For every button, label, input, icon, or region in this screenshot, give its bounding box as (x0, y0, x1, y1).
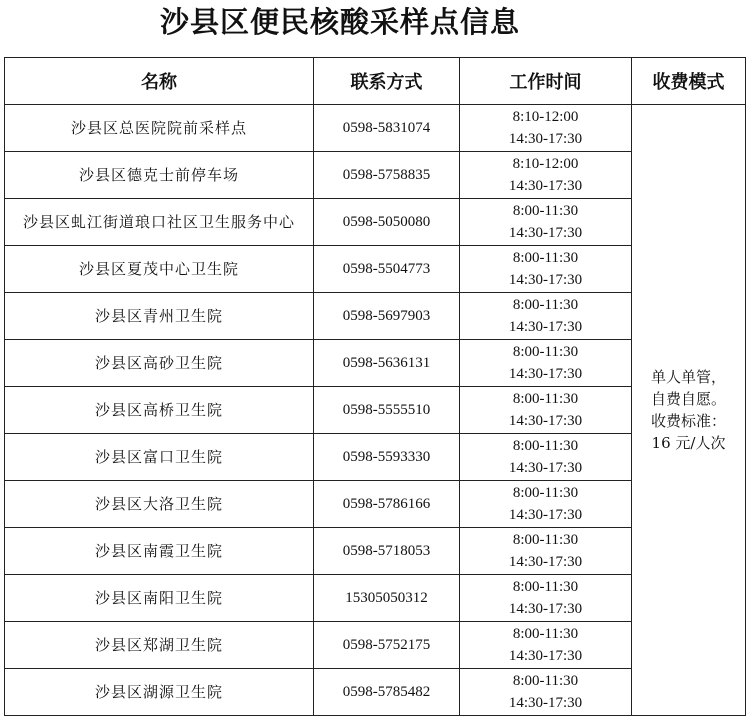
site-name-cell: 沙县区青州卫生院 (5, 293, 314, 340)
hours-cell (460, 575, 632, 622)
morning-hours: 8:00-11:30 (512, 250, 579, 266)
afternoon-hours: 14:30-17:30 (508, 225, 583, 241)
table-row (5, 105, 746, 152)
afternoon-hours: 14:30-17:30 (508, 319, 583, 335)
phone-cell: 15305050312 (314, 575, 460, 622)
site-name-cell: 沙县区湖源卫生院 (5, 669, 314, 716)
site-name-cell: 沙县区虬江街道琅口社区卫生服务中心 (5, 199, 314, 246)
hours-cell (460, 669, 632, 716)
site-name-cell: 沙县区夏茂中心卫生院 (5, 246, 314, 293)
fee-mode-cell (632, 105, 746, 716)
phone-cell: 0598-5636131 (314, 340, 460, 387)
phone-cell: 0598-5785482 (314, 669, 460, 716)
morning-hours: 8:00-11:30 (512, 532, 579, 548)
fee-text-line2: 自费自愿。 (650, 390, 726, 408)
site-name-cell: 沙县区富口卫生院 (5, 434, 314, 481)
sampling-sites-table (4, 57, 746, 716)
phone-cell: 0598-5697903 (314, 293, 460, 340)
morning-hours: 8:00-11:30 (512, 673, 579, 689)
hours-cell (460, 105, 632, 152)
hours-cell (460, 246, 632, 293)
phone-cell: 0598-5786166 (314, 481, 460, 528)
site-name-cell: 沙县区高砂卫生院 (5, 340, 314, 387)
phone-cell: 0598-5718053 (314, 528, 460, 575)
hours-cell (460, 387, 632, 434)
hours-cell (460, 340, 632, 387)
phone-cell: 0598-5555510 (314, 387, 460, 434)
site-name-cell: 沙县区德克士前停车场 (5, 152, 314, 199)
morning-hours: 8:00-11:30 (512, 391, 579, 407)
afternoon-hours: 14:30-17:30 (508, 178, 583, 194)
afternoon-hours: 14:30-17:30 (508, 507, 583, 523)
afternoon-hours: 14:30-17:30 (508, 460, 583, 476)
site-name-cell: 沙县区总医院院前采样点 (5, 105, 314, 152)
fee-text-line4: 16 元/人次 (651, 434, 726, 452)
morning-hours: 8:00-11:30 (512, 438, 579, 454)
hours-cell (460, 481, 632, 528)
phone-cell: 0598-5504773 (314, 246, 460, 293)
afternoon-hours: 14:30-17:30 (508, 554, 583, 570)
hours-cell (460, 622, 632, 669)
column-header-hours: 工作时间 (460, 58, 632, 105)
phone-cell: 0598-5593330 (314, 434, 460, 481)
fee-text-line1: 单人单管， (650, 368, 726, 386)
site-name-cell: 沙县区高桥卫生院 (5, 387, 314, 434)
hours-cell (460, 434, 632, 481)
afternoon-hours: 14:30-17:30 (508, 272, 583, 288)
column-header-fee-mode: 收费模式 (632, 58, 746, 105)
afternoon-hours: 14:30-17:30 (508, 366, 583, 382)
table-header-row (5, 58, 746, 105)
phone-cell: 0598-5752175 (314, 622, 460, 669)
hours-cell (460, 293, 632, 340)
morning-hours: 8:00-11:30 (512, 344, 579, 360)
fee-text-line3: 收费标准： (650, 412, 726, 430)
site-name-cell: 沙县区大洛卫生院 (5, 481, 314, 528)
afternoon-hours: 14:30-17:30 (508, 601, 583, 617)
morning-hours: 8:00-11:30 (512, 579, 579, 595)
page-title: 沙县区便民核酸采样点信息 (159, 5, 520, 39)
column-header-contact: 联系方式 (314, 58, 460, 105)
table-body (5, 105, 746, 716)
site-name-cell: 沙县区南阳卫生院 (5, 575, 314, 622)
morning-hours: 8:00-11:30 (512, 485, 579, 501)
column-header-name: 名称 (5, 58, 314, 105)
phone-cell: 0598-5758835 (314, 152, 460, 199)
phone-cell: 0598-5050080 (314, 199, 460, 246)
phone-cell: 0598-5831074 (314, 105, 460, 152)
hours-cell (460, 528, 632, 575)
site-name-cell: 沙县区南霞卫生院 (5, 528, 314, 575)
afternoon-hours: 14:30-17:30 (508, 648, 583, 664)
afternoon-hours: 14:30-17:30 (508, 695, 583, 711)
morning-hours: 8:10-12:00 (512, 109, 579, 125)
hours-cell (460, 152, 632, 199)
afternoon-hours: 14:30-17:30 (508, 131, 583, 147)
morning-hours: 8:00-11:30 (512, 297, 579, 313)
site-name-cell: 沙县区郑湖卫生院 (5, 622, 314, 669)
morning-hours: 8:00-11:30 (512, 626, 579, 642)
morning-hours: 8:10-12:00 (512, 156, 579, 172)
morning-hours: 8:00-11:30 (512, 203, 579, 219)
hours-cell (460, 199, 632, 246)
afternoon-hours: 14:30-17:30 (508, 413, 583, 429)
